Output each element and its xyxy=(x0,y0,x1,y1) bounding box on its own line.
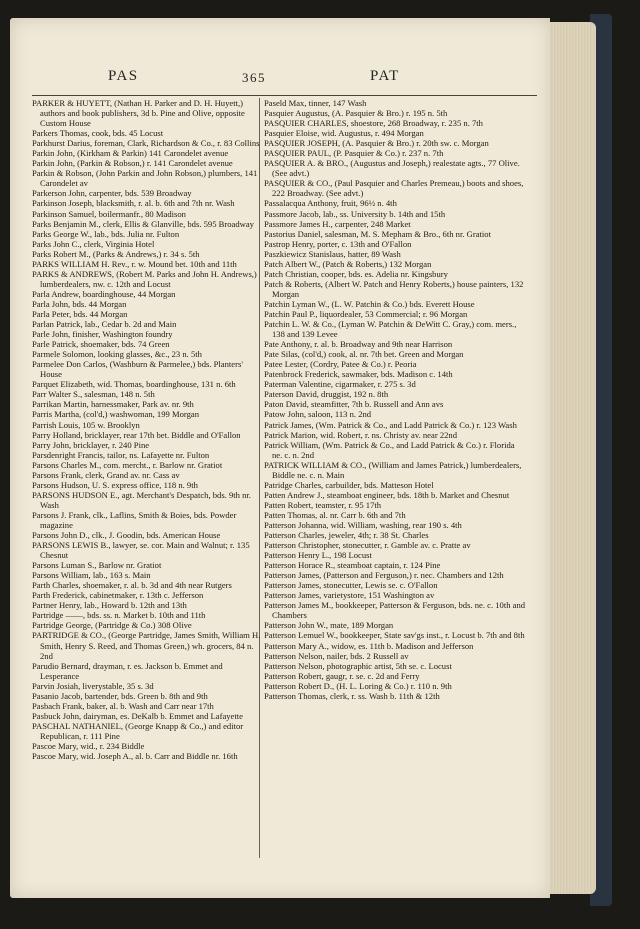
directory-entry: PASCHAL NATHANIEL, (George Knapp & Co.,) and editor Republican, r. 111 Pine xyxy=(32,720,244,741)
directory-entry: PARKS & ANDREWS, (Robert M. Parks and John H. Andrews,) lumberdealers, nw. c. 12th and Locust xyxy=(32,268,257,289)
directory-entry: Parkin & Robson, (John Parkin and John Robson,) plumbers, 141 Carondelet av xyxy=(32,168,258,189)
directory-entry: Parvin Josiah, liverystable, 35 s. 3d xyxy=(32,680,154,691)
directory-entry: Patch Christian, cooper, bds. es. Adelia nr. Kingsbury xyxy=(264,268,448,279)
directory-entry: Patterson Mary A., widow, es. 11th b. Madison and Jefferson xyxy=(264,640,474,651)
directory-entry: Patterson Christopher, stonecutter, r. Gamble av. c. Pratte av xyxy=(264,540,471,551)
directory-entry: Paszkiewicz Stanislaus, hatter, 89 Wash xyxy=(264,248,401,259)
directory-entry: Patten Thomas, al. nr. Carr b. 6th and 7th xyxy=(264,509,406,520)
directory-entry: Patchin Lyman W., (L. W. Patchin & Co.) bds. Everett House xyxy=(264,298,475,309)
directory-entry: Parris Martha, (col'd,) washwoman, 199 Morgan xyxy=(32,409,200,420)
directory-entry: Patten Robert, teamster, r. 95 17th xyxy=(264,499,382,510)
directory-entry: Patchin Paul P., liquordealer, 53 Commercial; r. 96 Morgan xyxy=(264,308,468,319)
directory-entry: Pasbuck John, dairyman, es. DeKalb b. Emmet and Lafayette xyxy=(32,710,243,721)
directory-entry: Parkin John, (Parkin & Robson,) r. 141 Carondelet avenue xyxy=(32,158,233,169)
directory-entry: Patee Lester, (Cordry, Patee & Co.) r. Peoria xyxy=(264,359,417,370)
directory-entry: Partridge George, (Partridge & Co.) 308 Olive xyxy=(32,620,192,631)
directory-entry: Paterman Valentine, cigarmaker, r. 275 s. 3d xyxy=(264,379,416,390)
directory-entry: Pascoe Mary, wid. Joseph A., al. b. Carr and Biddle nr. 16th xyxy=(32,751,238,762)
directory-entry: Passalacqua Anthony, fruit, 96½ n. 4th xyxy=(264,198,397,209)
directory-entry: PASQUIER PAUL, (P. Pasquier & Co.) r. 237 n. 7th xyxy=(264,148,444,159)
directory-entry: Paseld Max, tinner, 147 Wash xyxy=(264,98,367,108)
directory-entry: Parlan Patrick, lab., Cedar b. 2d and Main xyxy=(32,319,177,330)
directory-entry: Patterson Henry L., 198 Locust xyxy=(264,550,372,561)
directory-entry: Partridge ——, bds. ss. n. Market b. 10th and 11th xyxy=(32,610,206,621)
directory-page xyxy=(10,18,550,898)
directory-entry: Paton David, steamfitter, 7th b. Russell and Ann avs xyxy=(264,399,444,410)
directory-entry: PARTRIDGE & CO., (George Partridge, James Smith, William H. Smith, Henry S. Reed, and Thomas Green,) wh. grocers, 84 n. 2nd xyxy=(32,630,261,661)
directory-entry: Parks Robert M., (Parks & Andrews,) r. 34 s. 5th xyxy=(32,248,200,259)
directory-entry: Patterson John W., mate, 189 Morgan xyxy=(264,620,394,631)
directory-entry: Patterson James, (Patterson and Ferguson,) r. nec. Chambers and 12th xyxy=(264,570,504,581)
directory-entry: Passmore Jacob, lab., ss. University b. 14th and 15th xyxy=(264,208,446,219)
directory-entry: PARKER & HUYETT, (Nathan H. Parker and D. H. Huyett,) authors and book publishers, 3d b. Pine and Olive, opposite Custom House xyxy=(32,98,245,129)
directory-entry: Patterson Horace R., steamboat captain, r. 124 Pine xyxy=(264,560,441,571)
directory-entry: Patterson Robert, gaugr, r. se. c. 2d and Ferry xyxy=(264,670,420,681)
directory-entry: Patch Albert W., (Patch & Roberts,) 132 Morgan xyxy=(264,258,432,269)
directory-entry: Parsons Charles M., com. mercht., r. Barlow nr. Gratiot xyxy=(32,459,223,470)
directory-entry: Parla Peter, bds. 44 Morgan xyxy=(32,308,128,319)
directory-entry: Pasbach Frank, baker, al. b. Wash and Carr near 17th xyxy=(32,700,214,711)
directory-entry: Parkhurst Darius, foreman, Clark, Richardson & Co., r. 83 Collins xyxy=(32,138,260,149)
directory-entry: Patch & Roberts, (Albert W. Patch and Henry Roberts,) house painters, 132 Morgan xyxy=(264,278,524,299)
directory-entry: PARSONS LEWIS B., lawyer, se. cor. Main and Walnut; r. 135 Chesnut xyxy=(32,540,250,561)
directory-entry: PARSONS HUDSON E., agt. Merchant's Despatch, bds. 9th nr. Wash xyxy=(32,489,251,510)
directory-entry: Patridge Charles, carbuilder, bds. Matteson Hotel xyxy=(264,479,434,490)
directory-entry: Parsons Frank, clerk, Grand av. nr. Cass av xyxy=(32,469,180,480)
directory-entry: Parkin John, (Kirkham & Parkin) 141 Carondelet avenue xyxy=(32,148,229,159)
page-header xyxy=(10,68,550,98)
directory-entry: Parle Patrick, shoemaker, bds. 74 Green xyxy=(32,339,170,350)
directory-entry: Paterson David, druggist, 192 n. 8th xyxy=(264,389,389,400)
directory-entry: Patterson Charles, jeweler, 4th; r. 38 St. Charles xyxy=(264,530,429,541)
directory-entry: Parr Walter S., salesman, 148 n. 5th xyxy=(32,389,155,400)
header-left-word: PAS xyxy=(108,68,139,84)
directory-entry: Pastrop Henry, porter, c. 13th and O'Fallon xyxy=(264,238,412,249)
directory-entry: Parmele Solomon, looking glasses, &c., 23 n. 5th xyxy=(32,349,202,360)
page-edges xyxy=(548,22,596,894)
directory-entry: PASQUIER JOSEPH, (A. Pasquier & Bro.) r. 20th sw. c. Morgan xyxy=(264,138,489,149)
directory-entry: Partner Henry, lab., Howard b. 12th and 13th xyxy=(32,600,187,611)
directory-entry: Patterson Robert D., (H. L. Loring & Co.) r. 110 n. 9th xyxy=(264,680,452,691)
directory-entry: Parkers Thomas, cook, bds. 45 Locust xyxy=(32,128,164,139)
directory-entry: PASQUIER A. & BRO., (Augustus and Joseph,) realestate agts., 77 Olive. (See advt.) xyxy=(264,158,520,179)
directory-entry: Parks George W., lab., bds. Julia nr. Fulton xyxy=(32,228,180,239)
directory-entry: Parquet Elizabeth, wid. Thomas, boardinghouse, 131 n. 6th xyxy=(32,379,236,390)
directory-entry: Passmore James H., carpenter, 248 Market xyxy=(264,218,411,229)
directory-entry: Parth Charles, shoemaker, r. al. b. 3d and 4th near Rutgers xyxy=(32,580,232,591)
directory-entry: Patterson James, varietystore, 151 Washington av xyxy=(264,590,435,601)
directory-entry: Parla Andrew, boardinghouse, 44 Morgan xyxy=(32,288,176,299)
directory-entry: Patrick Marion, wid. Robert, r. ns. Christy av. near 22nd xyxy=(264,429,458,440)
directory-entry: Parrish Louis, 105 w. Brooklyn xyxy=(32,419,140,430)
directory-entry: Parsons William, lab., 163 s. Main xyxy=(32,570,151,581)
directory-entry: Patterson Johanna, wid. William, washing, rear 190 s. 4th xyxy=(264,519,462,530)
directory-entry: Patterson Nelson, photographic artist, 5th se. c. Locust xyxy=(264,660,452,671)
directory-entry: Patten Andrew J., steamboat engineer, bds. 18th b. Market and Chesnut xyxy=(264,489,510,500)
directory-entry: Parudio Bernard, drayman, r. es. Jackson b. Emmet and Lesperance xyxy=(32,660,223,681)
directory-entry: Parkinson Joseph, blacksmith, r. al. b. 6th and 7th nr. Wash xyxy=(32,198,235,209)
directory-entry: Parkerson John, carpenter, bds. 539 Broadway xyxy=(32,188,192,199)
directory-entry: Parry Holland, bricklayer, rear 17th bet. Biddle and O'Fallon xyxy=(32,429,241,440)
directory-entry: PATRICK WILLIAM & CO., (William and James Patrick,) lumberdealers, Biddle ne. c. n. Main xyxy=(264,459,522,480)
directory-entry: Pascoe Mary, wid., r. 234 Biddle xyxy=(32,741,145,751)
directory-entry: Pasquier Eloise, wid. Augustus, r. 494 Morgan xyxy=(264,128,424,139)
directory-entry: Parle John, finisher, Washington foundry xyxy=(32,329,173,340)
directory-entry: Patenbrock Frederick, sawmaker, bds. Madison c. 14th xyxy=(264,369,453,380)
directory-entry: PASQUIER & CO., (Paul Pasquier and Charles Premeau,) boots and shoes, 222 Broadway. (See advt.) xyxy=(264,178,524,199)
left-column xyxy=(32,98,262,761)
directory-entry: Patterson Lemuel W., bookkeeper, State sav'gs inst., r. Locust b. 7th and 8th xyxy=(264,630,525,641)
directory-entry: Parsons John D., clk., J. Goodin, bds. American House xyxy=(32,530,221,541)
directory-entry: Patterson James M., bookkeeper, Patterson & Ferguson, bds. ne. c. 10th and Chambers xyxy=(264,600,526,621)
page-number: 365 xyxy=(242,70,266,85)
directory-entry: Patterson Thomas, clerk, r. ss. Wash b. 11th & 12th xyxy=(264,690,440,701)
header-rule xyxy=(32,95,537,96)
directory-entry: PASQUIER CHARLES, shoestore, 268 Broadway, r. 235 n. 7th xyxy=(264,118,483,129)
header-right-word: PAT xyxy=(370,68,400,84)
directory-entry: Pate Silas, (col'd,) cook, al. nr. 7th bet. Green and Morgan xyxy=(264,349,464,360)
directory-entry: Patterson Nelson, nailer, bds. 2 Russell av xyxy=(264,650,409,661)
directory-entry: Parth Frederick, cabinetmaker, r. 13th c. Jefferson xyxy=(32,590,204,601)
directory-entry: Parsdenright Francis, tailor, ns. Lafayette nr. Fulton xyxy=(32,449,210,460)
directory-entry: Parsons Hudson, U. S. express office, 118 n. 9th xyxy=(32,479,198,490)
directory-entry: Parrikan Martin, harnessmaker, Park av. nr. 9th xyxy=(32,399,194,410)
directory-entry: Parsons Luman S., Barlow nr. Gratiot xyxy=(32,560,162,571)
right-column xyxy=(264,98,526,701)
directory-entry: Parry John, bricklayer, r. 240 Pine xyxy=(32,439,150,450)
directory-entry: Parkinson Samuel, boilermanfr., 80 Madison xyxy=(32,208,186,219)
directory-entry: Parmelee Don Carlos, (Washburn & Parmelee,) bds. Planters' House xyxy=(32,359,243,380)
directory-entry: Patrick James, (Wm. Patrick & Co., and Ladd Patrick & Co.) r. 123 Wash xyxy=(264,419,517,430)
directory-entry: PARKS WILLIAM H. Rev., r. w. Mound bet. 10th and 11th xyxy=(32,258,237,269)
directory-entry: Pasanio Jacob, bartender, bds. Green b. 8th and 9th xyxy=(32,690,208,701)
directory-entry: Parks Benjamin M., clerk, Ellis & Glanville, bds. 595 Broadway xyxy=(32,218,254,229)
directory-entry: Patrick William, (Wm. Patrick & Co., and Ladd Patrick & Co.) r. Florida ne. c. n. 2nd xyxy=(264,439,515,460)
directory-entry: Parla John, bds. 44 Morgan xyxy=(32,298,127,309)
directory-entry: Pate Anthony, r. al. b. Broadway and 9th near Harrison xyxy=(264,339,453,350)
directory-entry: Patow John, saloon, 113 n. 2nd xyxy=(264,409,372,420)
directory-entry: Patterson James, stonecutter, Lewis se. c. O'Fallon xyxy=(264,580,438,591)
directory-entry: Pastorius Daniel, salesman, M. S. Mepham & Bro., 6th nr. Gratiot xyxy=(264,228,491,239)
directory-entry: Parsons J. Frank, clk., Laflins, Smith & Boies, bds. Powder magazine xyxy=(32,509,237,530)
directory-entry: Parks John C., clerk, Virginia Hotel xyxy=(32,238,155,249)
directory-entry: Patchin L. W. & Co., (Lyman W. Patchin & DeWitt C. Gray,) com. mers., 138 and 139 Levee xyxy=(264,319,517,340)
directory-entry: Pasquier Augustus, (A. Pasquier & Bro.) r. 195 n. 5th xyxy=(264,108,448,119)
